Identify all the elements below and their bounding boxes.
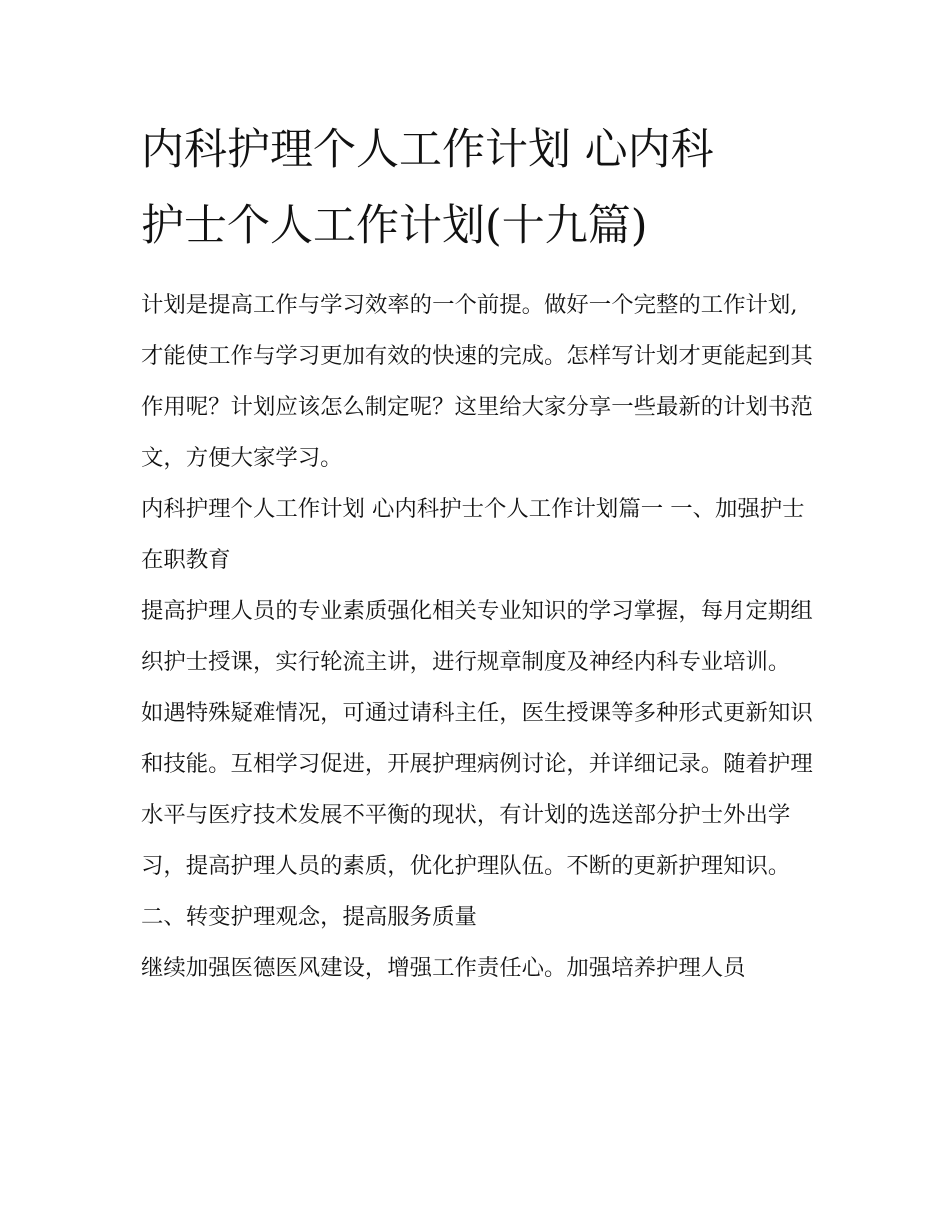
document-title bbox=[141, 112, 813, 264]
document-page bbox=[141, 112, 813, 994]
paragraph-ethics: 继续加强医德医风建设，增强工作责任心。加强培养护理人员 bbox=[141, 955, 746, 981]
paragraph-section-2-heading: 二、转变护理观念，提高服务质量 bbox=[141, 904, 477, 930]
title-line-1: 内科护理个人工作计划 心内科 bbox=[141, 125, 714, 175]
paragraph-knowledge-update: 如遇特殊疑难情况，可通过请科主任，医生授课等多种形式更新知识和技能。互相学习促进，开展护理病例讨论，并详细记录。随着护理水平与医疗技术发展不平衡的现状，有计划的选送部分护士外出学习，提高护理人员的素质，优化护理队伍。不断的更新护理知识。 bbox=[141, 700, 813, 879]
paragraph-intro: 计划是提高工作与学习效率的一个前提。做好一个完整的工作计划,才能使工作与学习更加有效的快速的完成。怎样写计划才更能起到其作用呢？计划应该怎么制定呢？这里给大家分享一些最新的计划书范文，方便大家学习。 bbox=[141, 292, 813, 471]
title-line-2: 护士个人工作计划(十九篇) bbox=[141, 201, 648, 251]
paragraph-training: 提高护理人员的专业素质强化相关专业知识的学习掌握，每月定期组织护士授课，实行轮流主讲，进行规章制度及神经内科专业培训。 bbox=[141, 598, 813, 675]
paragraph-section-1-heading: 内科护理个人工作计划 心内科护士个人工作计划篇一 一、加强护士在职教育 bbox=[141, 496, 805, 573]
